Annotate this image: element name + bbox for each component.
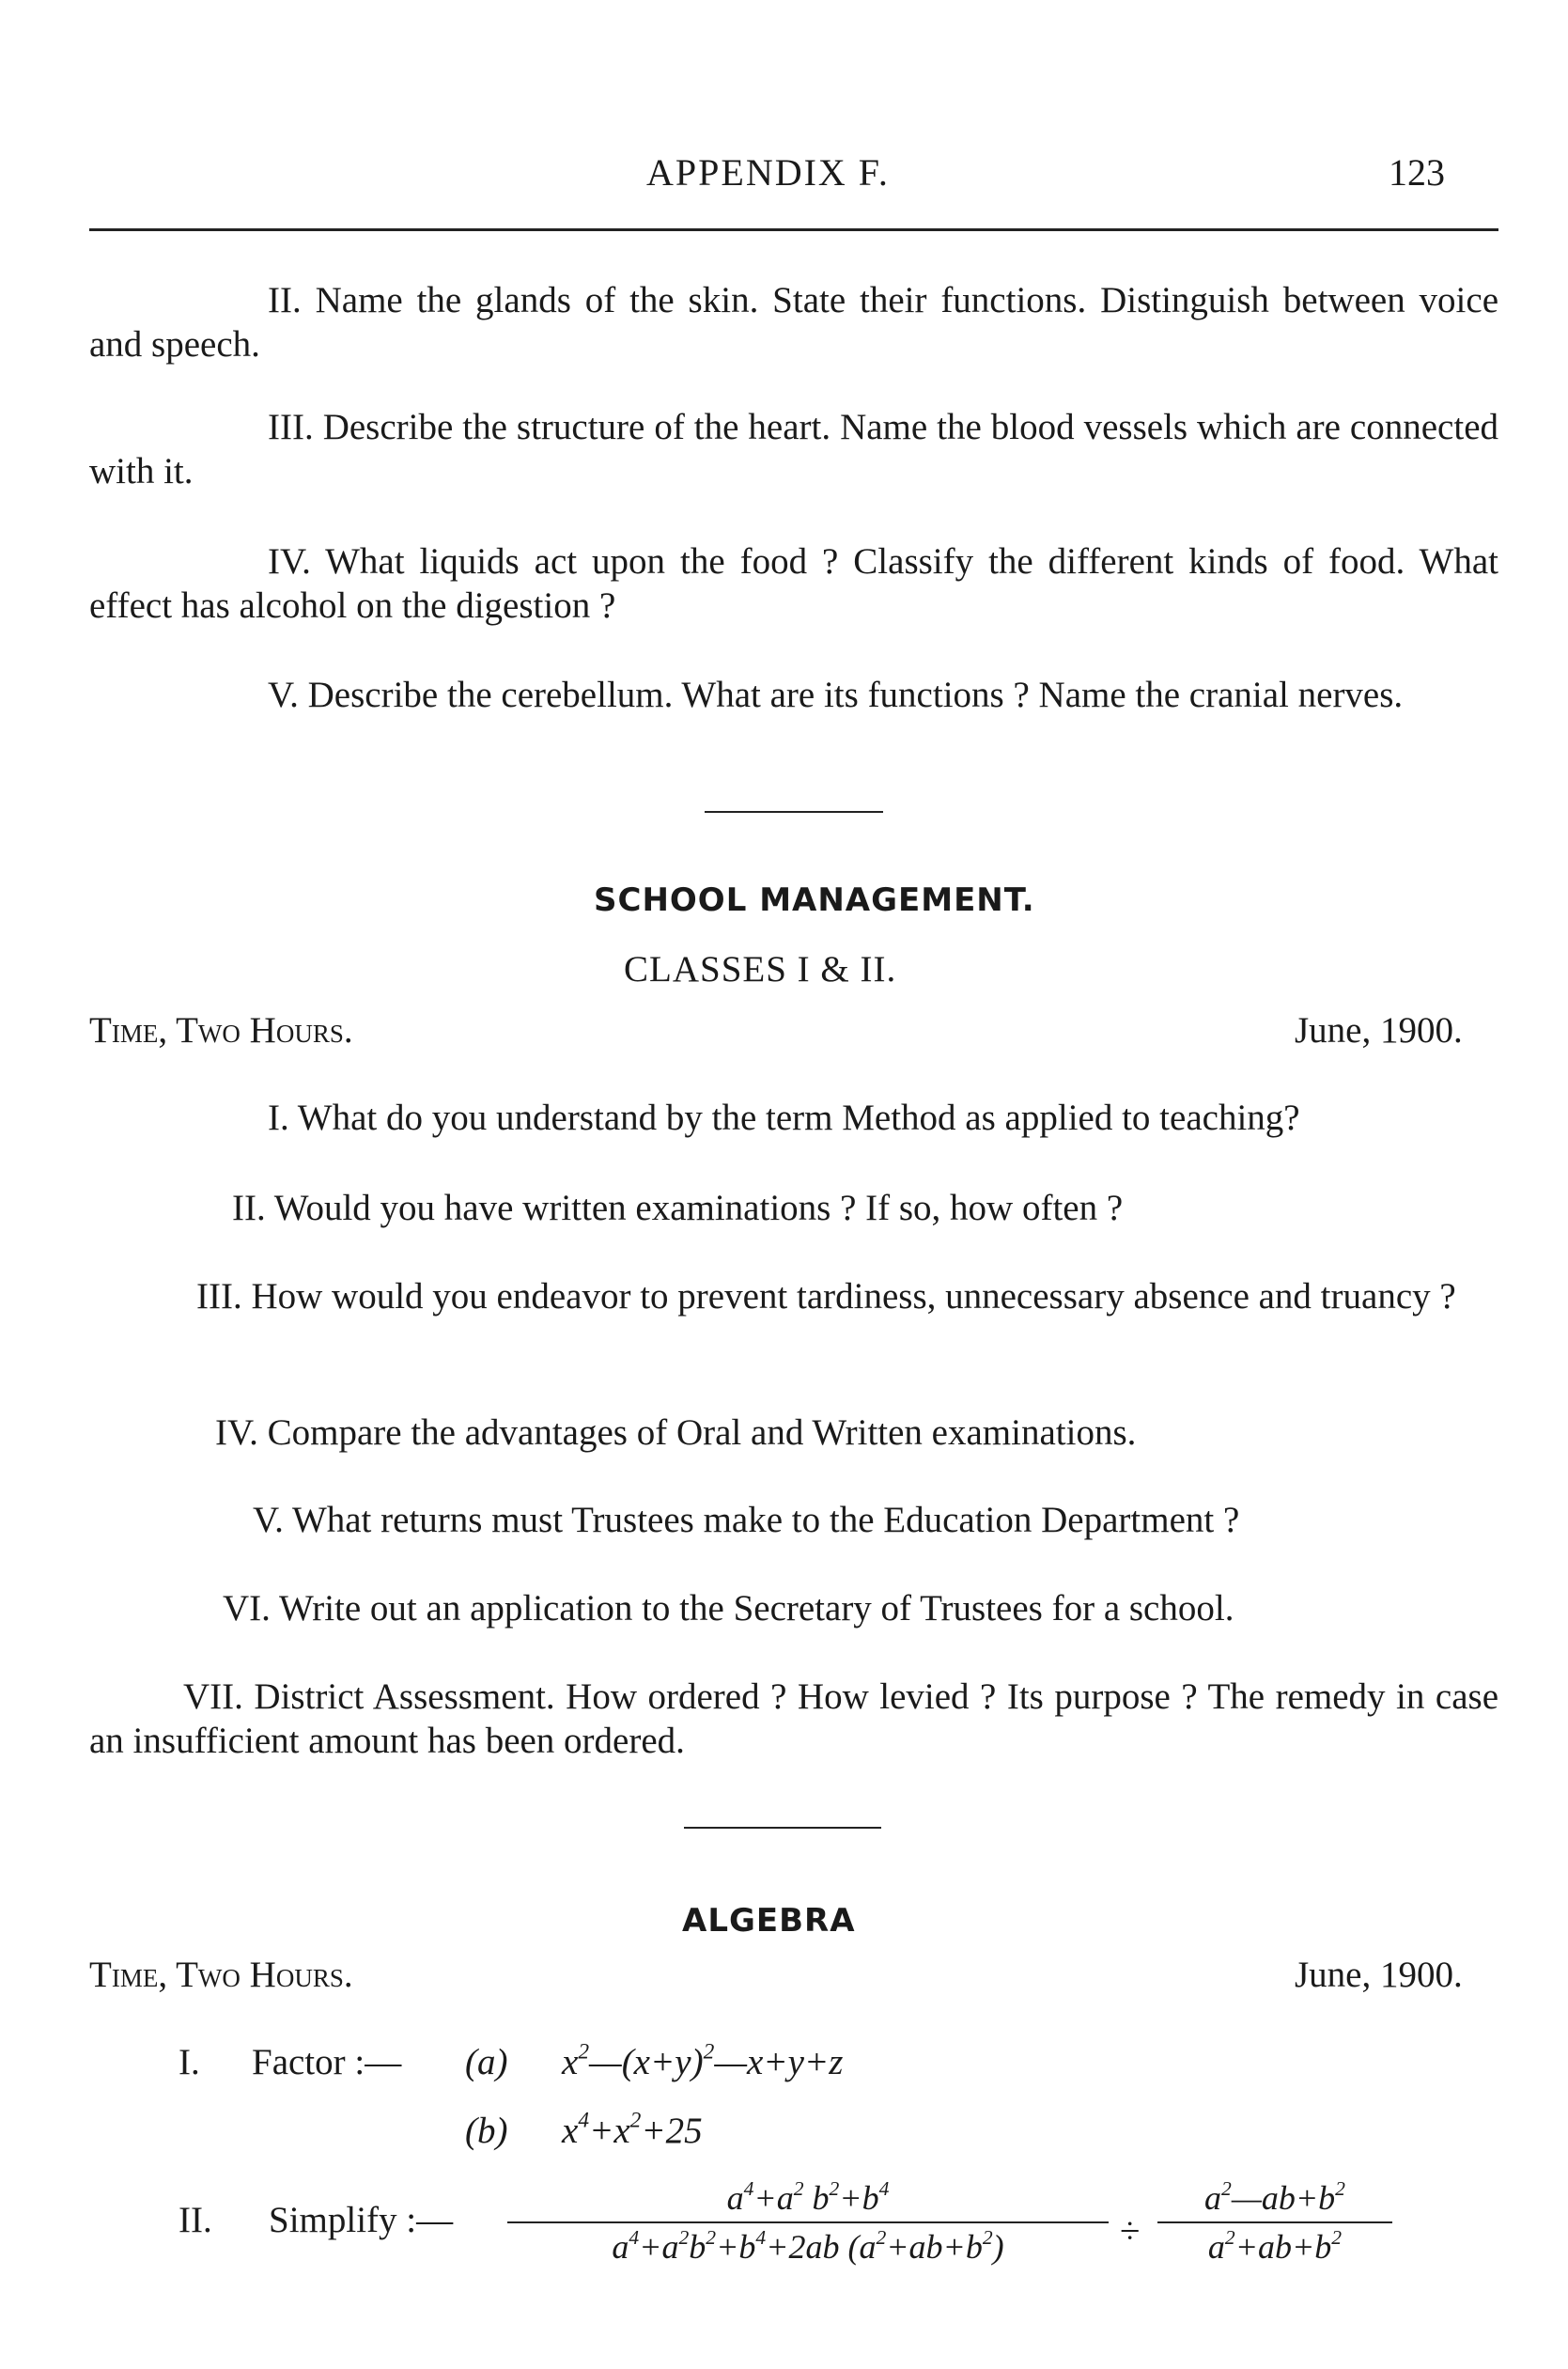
section-subtitle: CLASSES I & II. xyxy=(624,949,897,990)
expression-a: $x^2—(x+y)^2—x+y+z$ xyxy=(562,2039,844,2082)
physiology-question-iv xyxy=(89,539,1498,628)
question-number: II. xyxy=(268,280,302,320)
management-question-iv xyxy=(89,1410,1498,1455)
question-text: Write out an application to the Secretary of Trustees for a school. xyxy=(278,1588,1234,1629)
section-title: SCHOOL MANAGEMENT. xyxy=(594,881,1035,919)
question-number: VII. xyxy=(183,1676,243,1717)
exam-date: June, 1900. xyxy=(1295,1010,1463,1051)
exam-date: June, 1900. xyxy=(1295,1955,1463,1995)
question-text: What liquids act upon the food ? Classify the different kinds of food. What effect has alcohol on the digestion ? xyxy=(89,541,1498,626)
question-number: I. xyxy=(268,1098,289,1138)
question-text: Name the glands of the skin. State their functions. Distinguish between voice and speech. xyxy=(89,280,1499,365)
physiology-question-iii xyxy=(89,405,1498,493)
question-number: VI. xyxy=(223,1588,271,1629)
question-text: How would you endeavor to prevent tardiness, unnecessary absence and truancy ? xyxy=(251,1276,1456,1317)
expression-b: $x^4+x^2+25$ xyxy=(562,2108,703,2151)
section-title: ALGEBRA xyxy=(682,1902,856,1940)
section-divider xyxy=(705,811,883,813)
section-divider xyxy=(684,1827,881,1829)
fraction-bar xyxy=(1157,2221,1392,2223)
question-text: What do you understand by the term Method as applied to teaching? xyxy=(297,1098,1300,1138)
exam-time: Time, Two Hours. xyxy=(89,1010,353,1051)
fraction-right xyxy=(1157,2178,1392,2267)
denominator: $a^2+ab+b^2$ xyxy=(1207,2225,1343,2266)
question-number: II. xyxy=(232,1188,266,1228)
physiology-question-v xyxy=(89,673,1498,717)
question-number: V. xyxy=(268,675,299,715)
management-question-vii xyxy=(89,1675,1498,1763)
management-question-i xyxy=(89,1096,1498,1140)
management-question-ii xyxy=(89,1186,1498,1230)
question-number: IV. xyxy=(215,1412,258,1453)
algebra-question-number: II. xyxy=(179,2200,212,2240)
management-question-v xyxy=(89,1498,1498,1542)
algebra-question-label: Simplify :— xyxy=(269,2200,454,2240)
fraction-left xyxy=(507,2178,1109,2267)
question-number: III. xyxy=(268,407,314,447)
algebra-question-label: Factor :— xyxy=(252,2042,402,2082)
numerator: $a^4+a^2$ $b^2+b^4$ xyxy=(726,2176,890,2217)
algebra-question-number: I. xyxy=(179,2042,200,2082)
header-rule xyxy=(89,228,1498,231)
part-label-a: (a) xyxy=(465,2042,508,2082)
numerator: $a^2—ab+b^2$ xyxy=(1204,2176,1345,2217)
question-number: V. xyxy=(253,1500,284,1540)
question-text: District Assessment. How ordered ? How levied ? Its purpose ? The remedy in case an insufficient amount has been ordered. xyxy=(89,1676,1499,1761)
exam-time: Time, Two Hours. xyxy=(89,1955,353,1995)
denominator: $a^4+a^2b^2+b^4+2ab$ $(a^2+ab+b^2)$ xyxy=(612,2225,1004,2266)
question-text: Compare the advantages of Oral and Written examinations. xyxy=(267,1412,1137,1453)
division-sign: ÷ xyxy=(1120,2211,1141,2252)
question-text: Describe the structure of the heart. Name the blood vessels which are connected with it. xyxy=(89,407,1499,491)
question-text: Describe the cerebellum. What are its functions ? Name the cranial nerves. xyxy=(307,675,1404,715)
question-text: What returns must Trustees make to the Education Department ? xyxy=(291,1500,1240,1540)
question-number: III. xyxy=(196,1276,242,1317)
question-number: IV. xyxy=(268,541,311,582)
physiology-question-ii xyxy=(89,278,1498,366)
running-header: APPENDIX F. xyxy=(646,151,890,194)
question-text: Would you have written examinations ? If so, how often ? xyxy=(273,1188,1124,1228)
management-question-iii xyxy=(89,1274,1498,1318)
fraction-bar xyxy=(507,2221,1109,2223)
part-label-b: (b) xyxy=(465,2111,508,2151)
management-question-vi xyxy=(89,1586,1498,1630)
page-number: 123 xyxy=(1389,151,1445,194)
